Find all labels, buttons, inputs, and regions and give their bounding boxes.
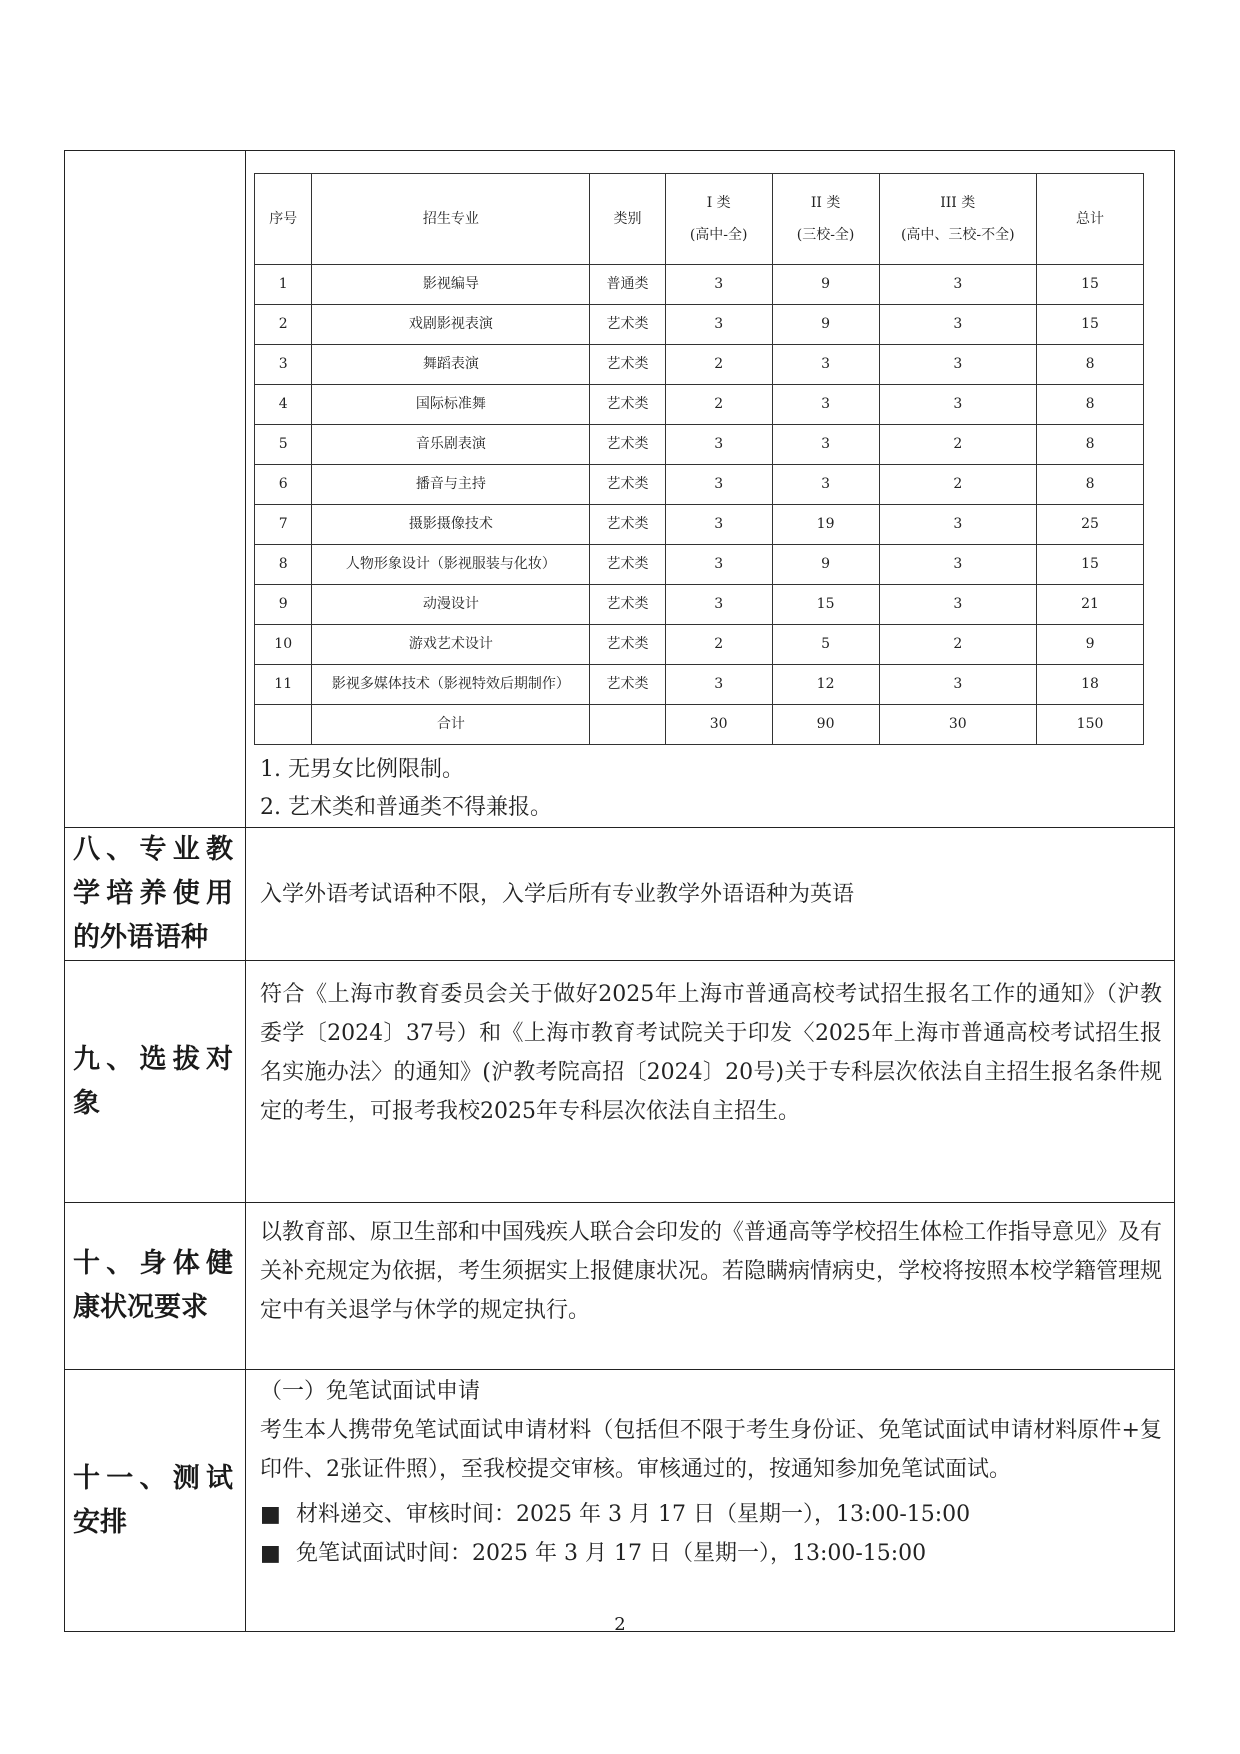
cell-class1: 3 [665,265,772,305]
section-11-row [65,1370,1175,1632]
plan-header-row [255,174,1144,265]
cell-category: 艺术类 [590,505,665,545]
cell-total: 21 [1037,585,1144,625]
total-class2: 90 [772,705,879,745]
cell-class3: 2 [879,465,1037,505]
plan-row [255,545,1144,585]
cell-seq: 3 [255,345,312,385]
cell-class1: 3 [665,465,772,505]
cell-total: 25 [1037,505,1144,545]
plan-row [255,665,1144,705]
schedule-item-text: 材料递交、审核时间：2025 年 3 月 17 日（星期一），13:00-15:00 [296,1502,971,1527]
plan-row [255,585,1144,625]
cell-major: 国际标准舞 [312,385,590,425]
cell-major: 影视编导 [312,265,590,305]
cell-category: 普通类 [590,265,665,305]
cell-seq: 7 [255,505,312,545]
cell-category: 艺术类 [590,305,665,345]
cell-major: 播音与主持 [312,465,590,505]
section-9-row [65,961,1175,1203]
cell-category: 艺术类 [590,425,665,465]
regulation-table [64,150,1175,1632]
section-10-text: 以教育部、原卫生部和中国残疾人联合会印发的《普通高等学校招生体检工作指导意见》及有关补充规定为依据，考生须据实上报健康状况。若隐瞒病情病史，学校将按照本校学籍管理规定中有关退学与休学的规定执行。 [246,1203,1175,1370]
cell-total: 15 [1037,545,1144,585]
cell-category: 艺术类 [590,625,665,665]
cell-total: 8 [1037,425,1144,465]
cell-category: 艺术类 [590,345,665,385]
cell-class1: 3 [665,505,772,545]
section-10-row [65,1203,1175,1370]
cell-seq: 11 [255,665,312,705]
cell-major: 舞蹈表演 [312,345,590,385]
plan-total-row [255,705,1144,745]
cell-class1: 3 [665,545,772,585]
cell-major: 游戏艺术设计 [312,625,590,665]
cell-major: 动漫设计 [312,585,590,625]
header-class3 [879,174,1037,265]
cell-major: 摄影摄像技术 [312,505,590,545]
total-class1: 30 [665,705,772,745]
enrollment-plan-cell [246,151,1175,828]
header-category: 类别 [590,174,665,265]
cell-category: 艺术类 [590,665,665,705]
header-class2-title: II 类 [810,195,841,211]
cell-class2: 3 [772,345,879,385]
cell-class1: 3 [665,665,772,705]
schedule-item [260,1495,1162,1534]
empty-label-cell [65,151,246,828]
enrollment-plan-table [254,173,1144,745]
section-11-subheading: （一）免笔试面试申请 [260,1379,481,1404]
cell-class3: 2 [879,625,1037,665]
cell-class2: 3 [772,385,879,425]
total-empty-seq [255,705,312,745]
cell-class3: 2 [879,425,1037,465]
section-11-content [246,1370,1175,1632]
page-number: 2 [614,1614,626,1635]
total-label: 合计 [312,705,590,745]
cell-major: 影视多媒体技术（影视特效后期制作） [312,665,590,705]
section-8-text: 入学外语考试语种不限，入学后所有专业教学外语语种为英语 [246,828,1175,961]
header-total: 总计 [1037,174,1144,265]
cell-class3: 3 [879,345,1037,385]
cell-category: 艺术类 [590,585,665,625]
square-bullet-icon: ■ [260,1541,281,1566]
square-bullet-icon: ■ [260,1502,281,1527]
cell-seq: 5 [255,425,312,465]
table-note: 2. 艺术类和普通类不得兼报。 [260,795,552,820]
plan-row [255,305,1144,345]
cell-class1: 2 [665,345,772,385]
total-empty-category [590,705,665,745]
header-class2-sub: (三校-全) [796,227,855,243]
header-class3-title: III 类 [940,195,976,211]
cell-total: 9 [1037,625,1144,665]
cell-seq: 1 [255,265,312,305]
schedule-item-text: 免笔试面试时间：2025 年 3 月 17 日（星期一），13:00-15:00 [296,1541,927,1566]
cell-class2: 5 [772,625,879,665]
total-sum: 150 [1037,705,1144,745]
cell-total: 8 [1037,385,1144,425]
table-note: 1. 无男女比例限制。 [260,757,464,782]
cell-category: 艺术类 [590,465,665,505]
cell-class2: 15 [772,585,879,625]
plan-row [255,465,1144,505]
cell-class1: 2 [665,385,772,425]
cell-class2: 3 [772,425,879,465]
header-class1-title: I 类 [706,195,731,211]
header-major: 招生专业 [312,174,590,265]
cell-class2: 9 [772,305,879,345]
section-11-label: 十一、测试安排 [65,1370,246,1632]
cell-seq: 8 [255,545,312,585]
cell-major: 戏剧影视表演 [312,305,590,345]
cell-major: 音乐剧表演 [312,425,590,465]
plan-row [255,385,1144,425]
cell-class1: 3 [665,305,772,345]
cell-class2: 9 [772,265,879,305]
section-8-row [65,828,1175,961]
plan-row [255,625,1144,665]
plan-row [255,265,1144,305]
section-9-label: 九、选拔对象 [65,961,246,1203]
schedule-item [260,1534,1162,1573]
cell-seq: 2 [255,305,312,345]
cell-class1: 3 [665,425,772,465]
header-seq: 序号 [255,174,312,265]
header-class2 [772,174,879,265]
cell-total: 8 [1037,345,1144,385]
cell-class3: 3 [879,305,1037,345]
plan-body [255,265,1144,705]
enrollment-plan-row [65,151,1175,828]
plan-row [255,425,1144,465]
cell-class2: 12 [772,665,879,705]
header-class1-sub: (高中-全) [689,227,748,243]
plan-row [255,345,1144,385]
cell-class3: 3 [879,505,1037,545]
header-class1 [665,174,772,265]
cell-major: 人物形象设计（影视服装与化妆） [312,545,590,585]
cell-total: 8 [1037,465,1144,505]
cell-category: 艺术类 [590,545,665,585]
cell-seq: 6 [255,465,312,505]
cell-class1: 2 [665,625,772,665]
cell-class2: 9 [772,545,879,585]
section-10-label: 十、身体健康状况要求 [65,1203,246,1370]
section-11-text: 考生本人携带免笔试面试申请材料（包括但不限于考生身份证、免笔试面试申请材料原件+复印件、2张证件照），至我校提交审核。审核通过的，按通知参加免笔试面试。 [260,1418,1162,1482]
total-class3: 30 [879,705,1037,745]
cell-seq: 4 [255,385,312,425]
cell-category: 艺术类 [590,385,665,425]
cell-class1: 3 [665,585,772,625]
cell-seq: 9 [255,585,312,625]
cell-class3: 3 [879,385,1037,425]
cell-class3: 3 [879,585,1037,625]
cell-total: 15 [1037,305,1144,345]
cell-class2: 19 [772,505,879,545]
section-9-text: 符合《上海市教育委员会关于做好2025年上海市普通高校考试招生报名工作的通知》（沪教委学〔2024〕37号）和《上海市教育考试院关于印发〈2025年上海市普通高校考试招生报名实施办法〉的通知》(沪教考院高招〔2024〕20号)关于专科层次依法自主招生报名条件规定的考生，可报考我校2025年专科层次依法自主招生。 [246,961,1175,1203]
cell-class3: 3 [879,265,1037,305]
cell-class3: 3 [879,665,1037,705]
section-8-label: 八、专业教学培养使用的外语语种 [65,828,246,961]
cell-class2: 3 [772,465,879,505]
cell-class3: 3 [879,545,1037,585]
cell-seq: 10 [255,625,312,665]
cell-total: 15 [1037,265,1144,305]
plan-row [255,505,1144,545]
cell-total: 18 [1037,665,1144,705]
header-class3-sub: (高中、三校-不全) [900,227,1015,243]
